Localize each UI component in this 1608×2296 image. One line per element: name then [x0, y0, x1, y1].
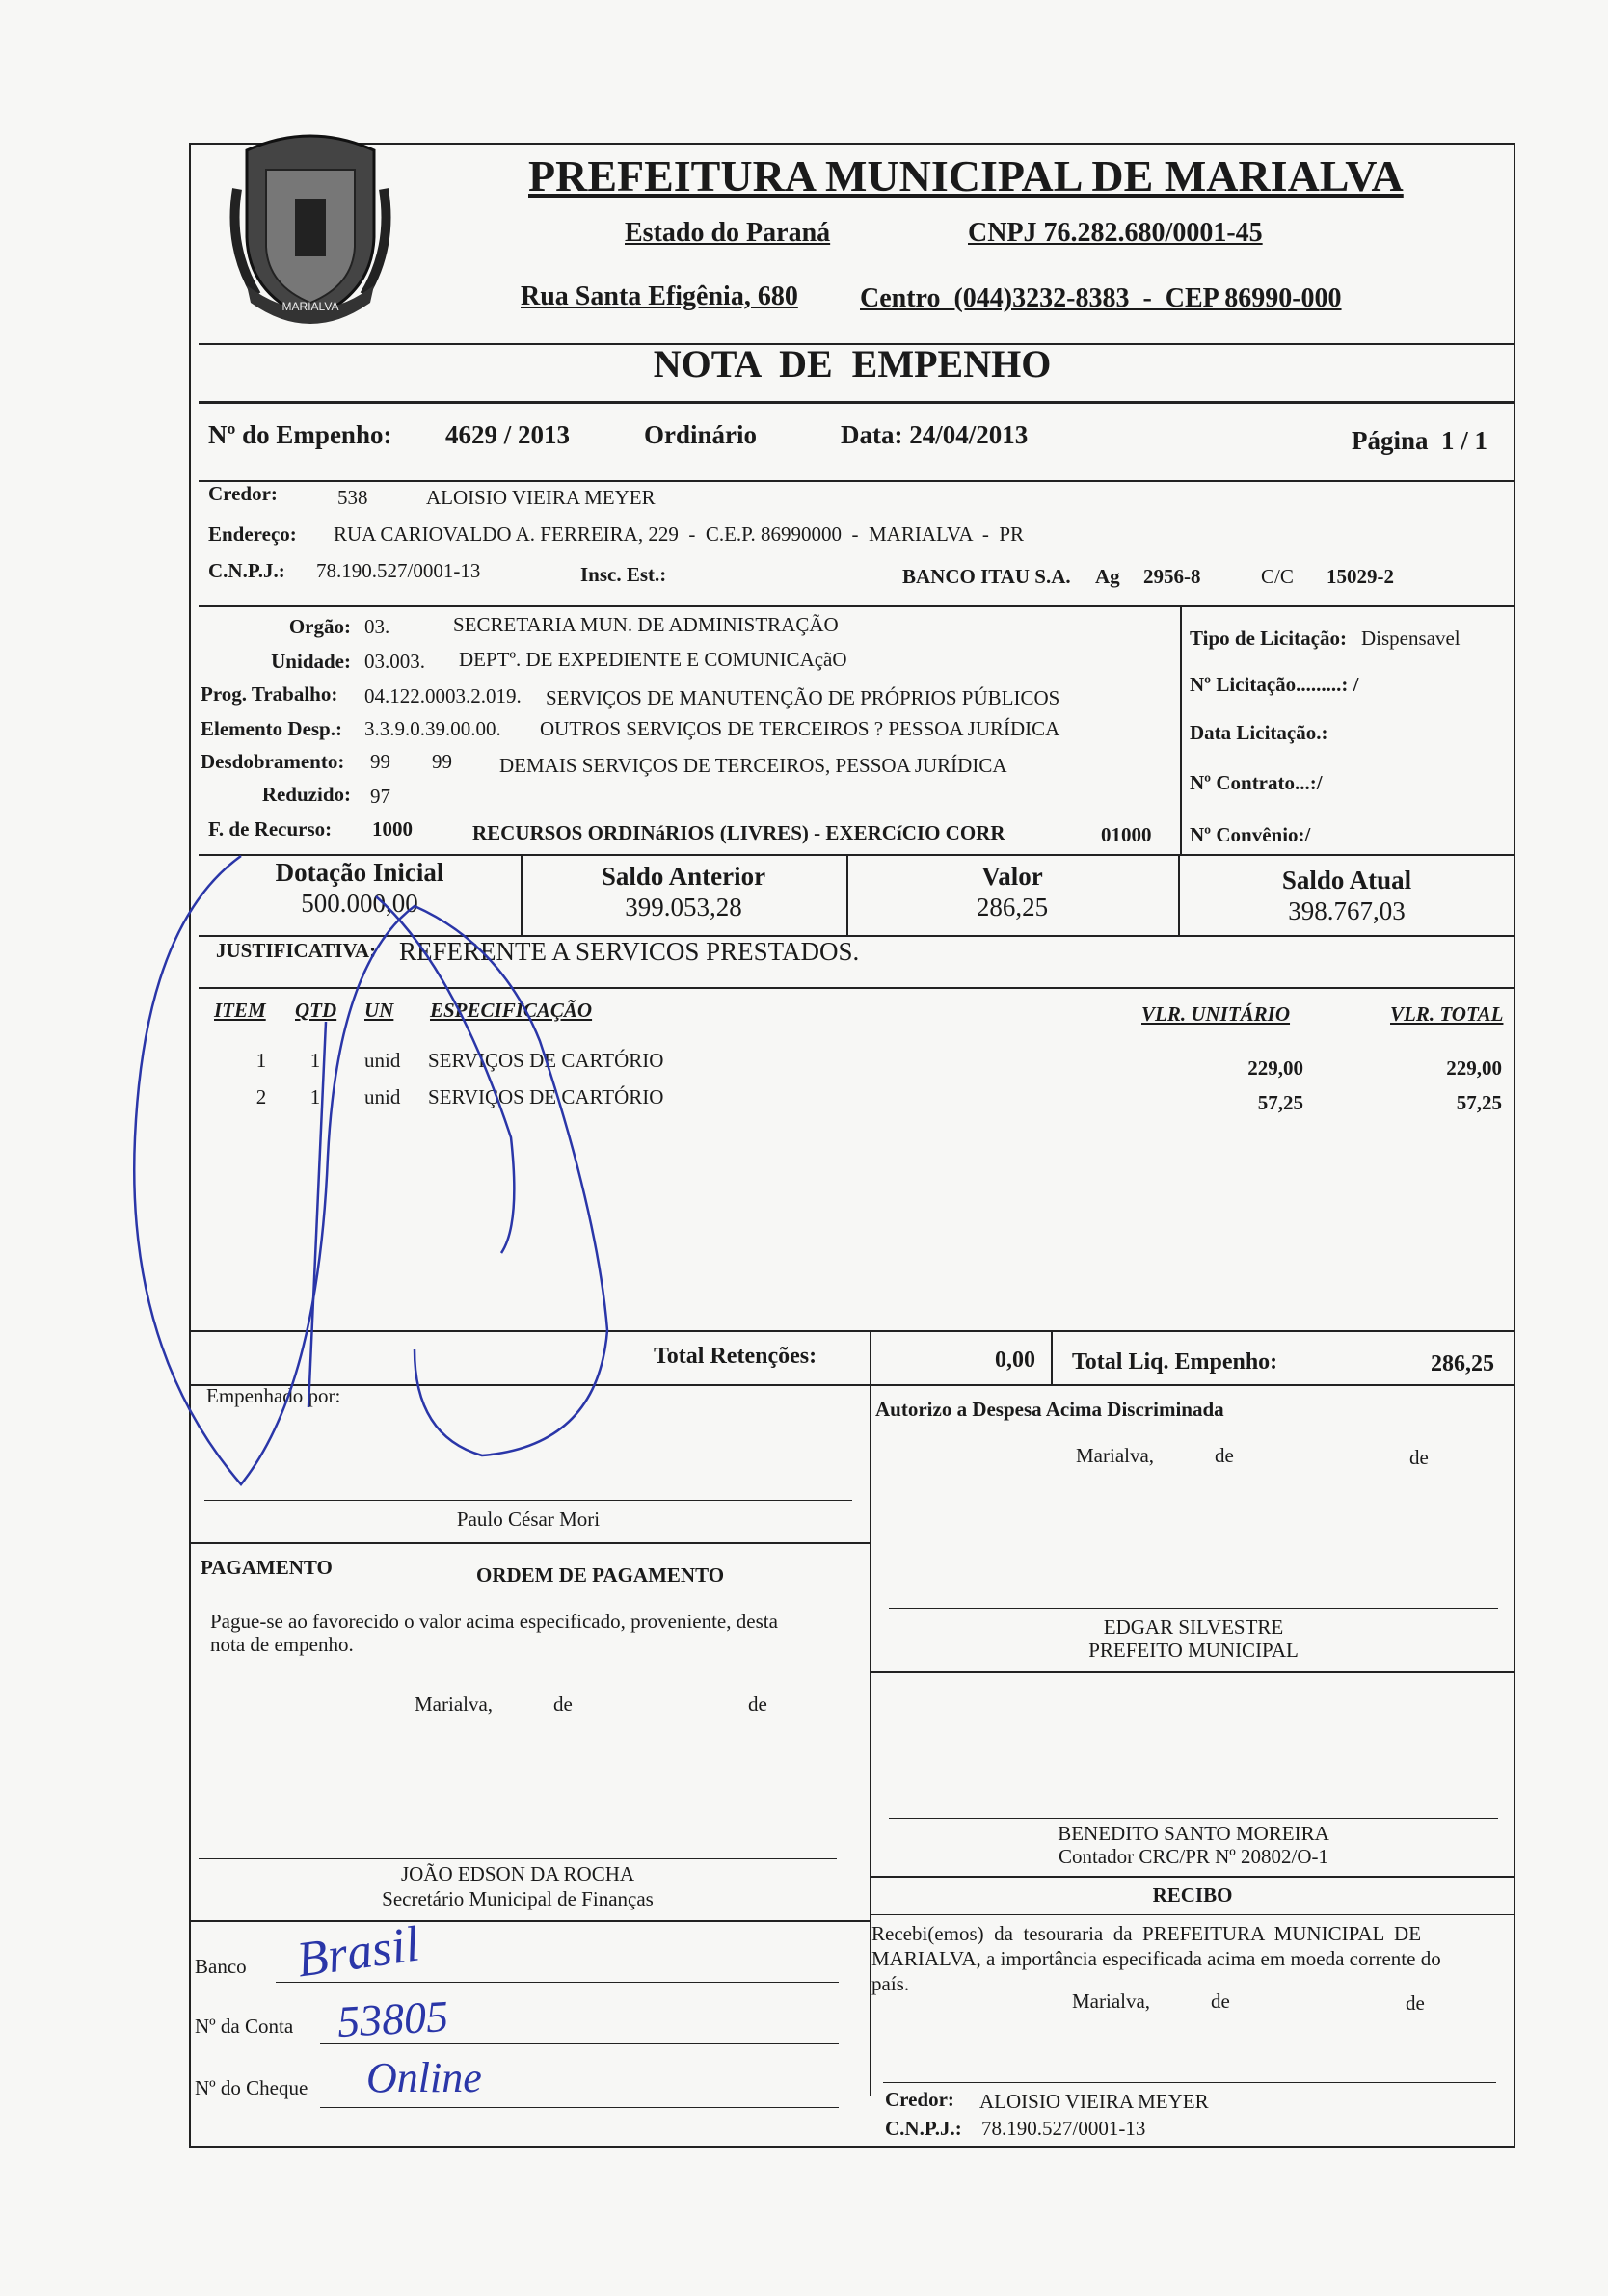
- cheque-handwritten: Online: [366, 2054, 482, 2101]
- prog-code: 04.122.0003.2.019.: [364, 684, 522, 707]
- dotacao-label: Dotação Inicial: [275, 858, 444, 887]
- recibo-text-1: Recebi(emos) da tesouraria da PREFEITURA MUNICIPAL DE: [871, 1922, 1422, 1945]
- justificativa-label: JUSTIFICATIVA:: [216, 939, 377, 962]
- item-un: unid: [364, 1049, 401, 1072]
- recibo-de-1: de: [1211, 1989, 1230, 2013]
- total-retencoes-value: 0,00: [995, 1348, 1035, 1373]
- prog-name: SERVIÇOS DE MANUTENÇÃO DE PRÓPRIOS PÚBLICOS: [546, 686, 1060, 709]
- banco-label: Banco: [195, 1955, 247, 1978]
- recibo-cnpj-label: C.N.P.J.:: [885, 2117, 962, 2140]
- saldo-anterior-label: Saldo Anterior: [601, 862, 766, 891]
- contador-role: Contador CRC/PR Nº 20802/O-1: [1058, 1845, 1329, 1868]
- reduzido-label: Reduzido:: [261, 783, 351, 806]
- pagamento-city: Marialva,: [415, 1693, 494, 1716]
- ag-label: Ag: [1095, 565, 1120, 588]
- pagamento-de-1: de: [553, 1693, 573, 1716]
- credor-cnpj: 78.190.527/0001-13: [316, 559, 481, 582]
- header-title: PREFEITURA MUNICIPAL DE MARIALVA: [528, 151, 1404, 200]
- empenho-type: Ordinário: [644, 420, 758, 449]
- header-cnpj: CNPJ 76.282.680/0001-45: [968, 218, 1263, 248]
- header-state: Estado do Paraná: [625, 218, 831, 248]
- contrato: Nº Contrato...:/: [1190, 771, 1323, 794]
- col-total: VLR. TOTAL: [1390, 1002, 1504, 1026]
- recibo-city: Marialva,: [1072, 1989, 1151, 2013]
- desd-code2: 99: [432, 750, 452, 773]
- desd-code1: 99: [370, 750, 390, 773]
- ordem-pagamento-title: ORDEM DE PAGAMENTO: [476, 1563, 725, 1587]
- address-label: Endereço:: [208, 522, 297, 546]
- banco-handwritten: Brasil: [293, 1916, 423, 1989]
- doc-title: NOTA DE EMPENHO: [653, 342, 1052, 386]
- cheque-label: Nº do Cheque: [195, 2076, 308, 2099]
- convenio: Nº Convênio:/: [1190, 823, 1311, 846]
- saldo-atual-value: 398.767,03: [1288, 896, 1406, 925]
- col-un: UN: [364, 999, 394, 1022]
- pagamento-de-2: de: [748, 1693, 767, 1716]
- header-street: Rua Santa Efigênia, 680: [521, 281, 798, 311]
- unidade-code: 03.003.: [364, 650, 425, 673]
- recibo-de-2: de: [1406, 1991, 1425, 2015]
- recibo-cnpj: 78.190.527/0001-13: [981, 2117, 1146, 2140]
- total-liq-label: Total Liq. Empenho:: [1072, 1349, 1278, 1375]
- unidade-name: DEPTº. DE EXPEDIENTE E COMUNICAçãO: [459, 648, 847, 671]
- conta-label: Nº da Conta: [195, 2015, 294, 2038]
- cnpj-label: C.N.P.J.:: [208, 559, 285, 582]
- item-spec: SERVIÇOS DE CARTÓRIO: [428, 1085, 664, 1108]
- cc-number: 15029-2: [1327, 565, 1394, 588]
- empenhado-name: Paulo César Mori: [456, 1508, 601, 1531]
- item-unit-value: 229,00: [1247, 1056, 1303, 1080]
- credor-code: 538: [337, 486, 368, 509]
- empenho-number: 4629 / 2013: [445, 420, 571, 449]
- autorizo-label: Autorizo a Despesa Acima Discriminada: [875, 1398, 1224, 1421]
- elem-name: OUTROS SERVIÇOS DE TERCEIROS ? PESSOA JURÍDICA: [540, 717, 1060, 740]
- saldo-anterior-value: 399.053,28: [625, 893, 742, 921]
- orgao-code: 03.: [364, 615, 390, 638]
- recurso-code2: 01000: [1101, 823, 1152, 846]
- item-qtd: 1: [309, 1049, 321, 1072]
- licitacao-tipo-label: Tipo de Licitação:: [1190, 627, 1347, 650]
- recibo-credor-label: Credor:: [885, 2088, 954, 2111]
- orgao-name: SECRETARIA MUN. DE ADMINISTRAÇÃO: [453, 613, 839, 636]
- autorizo-de-2: de: [1409, 1446, 1429, 1469]
- empenho-page: Página 1 / 1: [1352, 426, 1488, 455]
- autorizo-city: Marialva,: [1076, 1444, 1155, 1467]
- item-qtd: 1: [309, 1085, 321, 1108]
- item-spec: SERVIÇOS DE CARTÓRIO: [428, 1049, 664, 1072]
- pague-text-2: nota de empenho.: [210, 1633, 354, 1656]
- empenhado-label: Empenhado por:: [206, 1384, 341, 1407]
- col-unit: VLR. UNITÁRIO: [1141, 1002, 1291, 1026]
- col-item: ITEM: [214, 999, 266, 1022]
- item-number: 1: [255, 1049, 267, 1072]
- valor-label: Valor: [981, 862, 1043, 891]
- recibo-title: RECIBO: [1152, 1883, 1233, 1907]
- secretario-name: JOÃO EDSON DA ROCHA: [400, 1862, 635, 1885]
- bank-name: BANCO ITAU S.A.: [902, 565, 1071, 588]
- recibo-credor-name: ALOISIO VIEIRA MEYER: [979, 2090, 1209, 2113]
- item-total-value: 57,25: [1456, 1091, 1502, 1114]
- credor-address: RUA CARIOVALDO A. FERREIRA, 229 - C.E.P. 86990000 - MARIALVA - PR: [334, 522, 1025, 546]
- licitacao-numero: Nº Licitação.........: /: [1190, 673, 1359, 696]
- valor-value: 286,25: [976, 893, 1049, 921]
- recurso-code: 1000: [372, 817, 413, 841]
- credor-name: ALOISIO VIEIRA MEYER: [426, 486, 656, 509]
- pague-text-1: Pague-se ao favorecido o valor acima especificado, proveniente, desta: [210, 1610, 778, 1633]
- saldo-atual-label: Saldo Atual: [1281, 866, 1412, 894]
- item-number: 2: [255, 1085, 267, 1108]
- total-retencoes-label: Total Retenções:: [654, 1344, 817, 1369]
- cc-label: C/C: [1261, 565, 1294, 588]
- secretario-role: Secretário Municipal de Finanças: [382, 1887, 654, 1910]
- pagamento-label: PAGAMENTO: [201, 1556, 333, 1579]
- recibo-text-3: país.: [871, 1972, 910, 1995]
- col-spec: ESPECIFICAÇÃO: [430, 999, 593, 1022]
- col-qtd: QTD: [295, 999, 337, 1022]
- contador-name: BENEDITO SANTO MOREIRA: [1058, 1822, 1329, 1845]
- ag-number: 2956-8: [1143, 565, 1201, 588]
- desd-label: Desdobramento:: [201, 750, 345, 773]
- empenho-number-label: Nº do Empenho:: [208, 420, 392, 449]
- total-liq-value: 286,25: [1431, 1351, 1494, 1376]
- autorizo-de-1: de: [1215, 1444, 1234, 1467]
- insc-label: Insc. Est.:: [580, 563, 667, 586]
- dotacao-value: 500.000,00: [301, 889, 418, 918]
- prefeito-role: PREFEITO MUNICIPAL: [1088, 1639, 1299, 1662]
- prog-label: Prog. Trabalho:: [201, 682, 338, 706]
- elem-label: Elemento Desp.:: [201, 717, 342, 740]
- reduzido-value: 97: [370, 785, 390, 808]
- crest-banner-text: MARIALVA: [281, 300, 339, 313]
- item-unit-value: 57,25: [1257, 1091, 1303, 1114]
- header-contact: Centro (044)3232-8383 - CEP 86990-000: [860, 283, 1342, 313]
- item-un: unid: [364, 1085, 401, 1108]
- recurso-label: F. de Recurso:: [208, 817, 333, 841]
- elem-code: 3.3.9.0.39.00.00.: [364, 717, 501, 740]
- licitacao-data: Data Licitação.:: [1190, 721, 1328, 744]
- empenho-date: Data: 24/04/2013: [841, 420, 1029, 449]
- recibo-text-2: MARIALVA, a importância especificada acima em moeda corrente do: [871, 1947, 1441, 1970]
- licitacao-tipo: Dispensavel: [1361, 627, 1461, 650]
- desd-name: DEMAIS SERVIÇOS DE TERCEIROS, PESSOA JURÍDICA: [499, 754, 1007, 777]
- item-total-value: 229,00: [1446, 1056, 1502, 1080]
- prefeito-name: EDGAR SILVESTRE: [1103, 1615, 1284, 1639]
- justificativa-text: REFERENTE A SERVICOS PRESTADOS.: [399, 937, 860, 966]
- recurso-name: RECURSOS ORDINáRIOS (LIVRES) - EXERCíCIO CORR: [472, 821, 1005, 844]
- conta-handwritten: 53805: [335, 1991, 450, 2046]
- orgao-label: Orgão:: [288, 615, 351, 638]
- credor-label: Credor:: [208, 482, 278, 505]
- unidade-label: Unidade:: [271, 650, 351, 673]
